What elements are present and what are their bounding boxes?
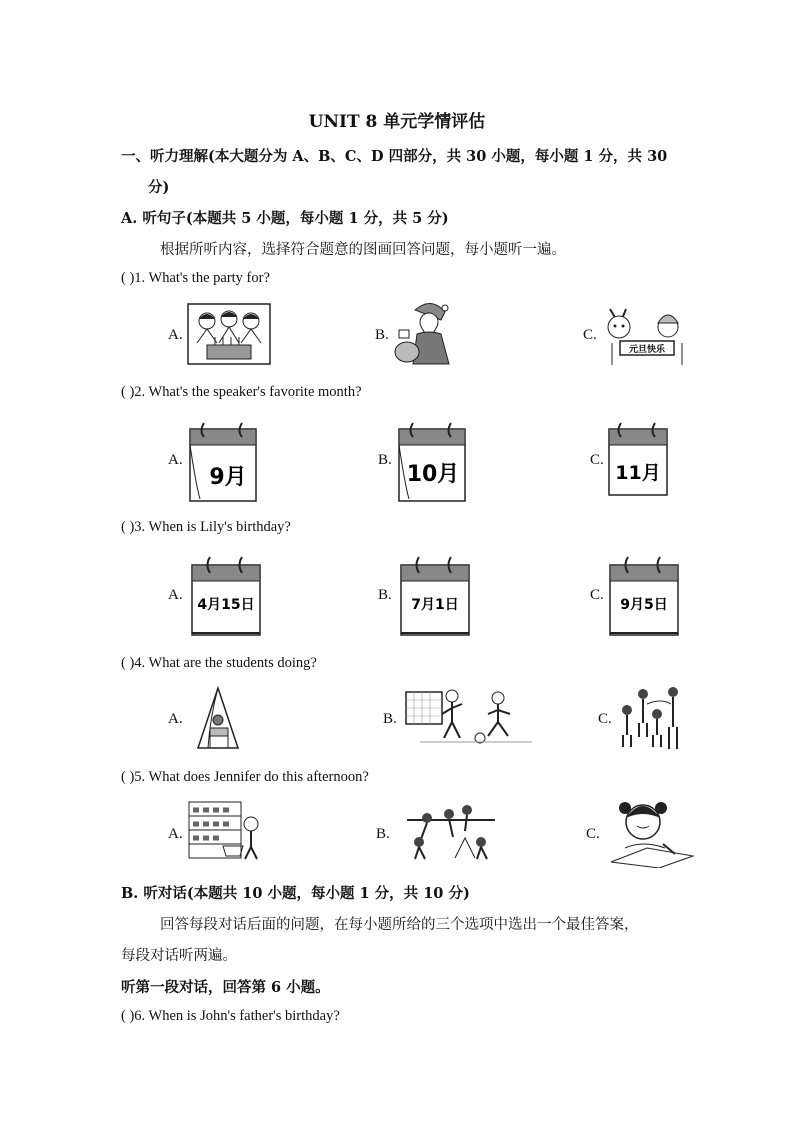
q5-option-c-label: C. <box>586 826 600 842</box>
sectionA-instruction: 根据所听内容，选择符合题意的图画回答问题，每小题听一遍。 <box>160 242 566 258</box>
q5-option-a-label: A. <box>168 826 183 842</box>
girl-drawing-picture <box>605 798 697 868</box>
q4-option-a-label: A. <box>168 711 183 727</box>
new-year-banner-text: 元旦快乐 <box>628 345 666 355</box>
question-5: ( )5. What does Jennifer do this afternoon? <box>121 769 369 785</box>
q3-option-b-label: B. <box>378 587 392 603</box>
soccer-picture <box>400 686 534 748</box>
calendar-sept-text: 9月 <box>209 465 247 490</box>
shopping-picture <box>187 800 263 864</box>
calendar-nov-text: 11月 <box>615 462 661 484</box>
calendar-oct-text: 10月 <box>406 462 460 487</box>
santa-picture <box>393 300 463 368</box>
sectionB-heading: B. 听对话(本题共 10 小题，每小题 1 分，共 10 分) <box>121 885 470 902</box>
q2-option-c-label: C. <box>590 452 604 468</box>
q5-option-b-label: B. <box>376 826 390 842</box>
question-3: ( )3. When is Lily's birthday? <box>121 519 291 535</box>
calendar-sept <box>188 419 260 505</box>
question-1: ( )1. What's the party for? <box>121 270 270 286</box>
q4-option-c-label: C. <box>598 711 612 727</box>
kids-cake-picture <box>187 303 271 365</box>
calendar-apr15 <box>186 553 266 639</box>
question-2: ( )2. What's the speaker's favorite month? <box>121 384 362 400</box>
q1-option-b-label: B. <box>375 327 389 343</box>
q2-option-b-label: B. <box>378 452 392 468</box>
q2-option-a-label: A. <box>168 452 183 468</box>
sectionA-heading: A. 听句子(本题共 5 小题，每小题 1 分，共 5 分) <box>121 210 449 227</box>
question-6: ( )6. When is John's father's birthday? <box>121 1008 340 1024</box>
q3-option-c-label: C. <box>590 587 604 603</box>
calendar-nov <box>607 419 671 499</box>
playground-picture <box>405 798 497 864</box>
sectionB-instruction-cont: 每段对话听两遍。 <box>121 948 237 964</box>
dialog-1-label: 听第一段对话，回答第 6 小题。 <box>121 979 330 996</box>
q4-option-b-label: B. <box>383 711 397 727</box>
calendar-oct <box>397 419 469 505</box>
group-photo-picture <box>617 684 687 752</box>
q1-option-a-label: A. <box>168 327 183 343</box>
calendar-sep5-text: 9月5日 <box>620 597 668 613</box>
part1-heading-cont: 分) <box>148 179 170 196</box>
q3-option-a-label: A. <box>168 587 183 603</box>
calendar-jul1 <box>395 553 475 639</box>
sectionB-instruction: 回答每段对话后面的问题，在每小题所给的三个选项中选出一个最佳答案， <box>160 917 639 933</box>
calendar-sep5 <box>604 553 684 639</box>
calendar-jul1-text: 7月1日 <box>411 597 459 613</box>
tent-camping-picture <box>196 686 240 752</box>
question-4: ( )4. What are the students doing? <box>121 655 317 671</box>
part1-heading: 一、听力理解(本大题分为 A、B、C、D 四部分，共 30 小题，每小题 1 分，共 30 <box>121 148 668 165</box>
calendar-apr15-text: 4月15日 <box>197 597 255 613</box>
new-year-picture <box>602 303 686 367</box>
page-title: UNIT 8 单元学情评估 <box>308 112 486 132</box>
q1-option-c-label: C. <box>583 327 597 343</box>
